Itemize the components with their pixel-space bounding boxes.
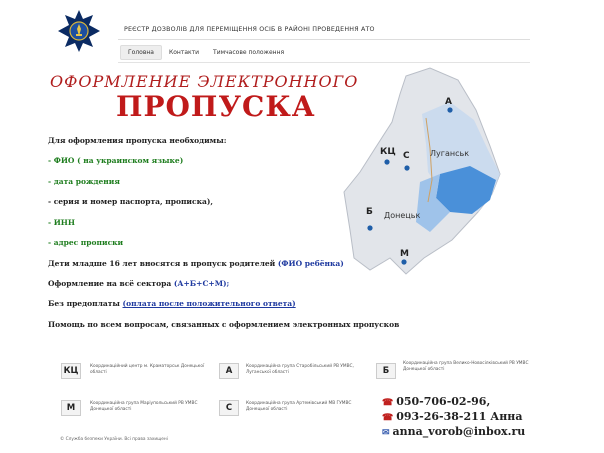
map-label-donetsk: Донецьк [384,211,421,220]
site-title: РЕЄСТР ДОЗВОЛІВ ДЛЯ ПЕРЕМІЩЕННЯ ОСІБ В РАЙОНІ ПРОВЕДЕННЯ АТО [124,26,375,33]
prepay-note: Без предоплаты (оплата после положительного ответа) [48,299,296,308]
map-label-m: М [400,249,409,259]
coordination-text: Координаційна група Старобільський РВ УМВС, Луганської області [246,364,354,375]
code-badge-a: А [219,363,239,379]
email-link[interactable]: ✉ anna_vorob@inbox.ru [382,425,526,438]
nav-contacts[interactable]: Контакти [168,48,200,56]
map-label-kc: КЦ [380,147,396,157]
requirement-item: - серия и номер паспорта, прописка), [48,197,213,206]
region-map [340,62,510,284]
children-note-highlight: (ФИО ребёнка) [277,259,344,268]
phone-icon: ☎ [382,398,394,408]
map-label-s: С [403,151,410,161]
coordination-text: Координаційна група Маріупольський РВ УМВС Донецької області [90,401,198,412]
heading-line1: ОФОРМЛЕНИЕ ЭЛЕКТРОННОГО [50,72,359,91]
phone-icon: ☎ [382,413,394,423]
coordination-text: Координаційна група Велико-Новосілківський РВ УМВС Донецької області [403,361,529,372]
phone-1[interactable]: ☎ 050-706-02-96, [382,395,491,408]
sectors-highlight: (А+Б+С+М); [173,279,230,288]
sectors-note: Оформление на всё сектора (А+Б+С+М); [48,279,230,288]
coordination-text: Координаційна група Артемівський МВ ГУМВС Донецької області [246,401,352,412]
code-badge-m: М [61,400,81,416]
code-badge-b: Б [376,363,396,379]
phone-2[interactable]: ☎ 093-26-38-211 Анна [382,410,523,423]
prepay-highlight: (оплата после положительного ответа) [122,299,296,308]
code-badge-s: С [219,400,239,416]
requirement-item: - дата рождения [48,177,120,186]
map-label-a: А [445,97,452,107]
nav-temporary-regulation[interactable]: Тимчасове положення [213,48,285,56]
help-note: Помощь по всем вопросам, связанных с оформлением электронных пропусков [48,320,400,329]
requirement-item: - адрес прописки [48,238,124,247]
sbu-emblem-icon [57,9,101,53]
heading-line2: ПРОПУСКА [116,90,316,123]
map-label-b: Б [366,207,373,217]
requirement-item: - ФИО ( на украинском языке) [48,156,184,165]
children-note: Дети младше 16 лет вносятся в пропуск родителей (ФИО ребёнка) [48,259,344,268]
coordination-text: Координаційний центр м. Краматорськ Донецької області [90,364,205,375]
map-label-luhansk: Луганськ [430,149,470,158]
main-nav [120,44,291,60]
intro-text: Для оформления пропуска необходимы: [48,136,227,145]
mail-icon: ✉ [382,428,390,438]
requirement-item: - ИНН [48,218,75,227]
header-divider [118,39,530,40]
footer-copyright: © Служба безпеки України. Всі права захищені [60,437,168,442]
nav-home[interactable]: Головна [120,45,162,60]
code-badge-kc: КЦ [61,363,81,379]
